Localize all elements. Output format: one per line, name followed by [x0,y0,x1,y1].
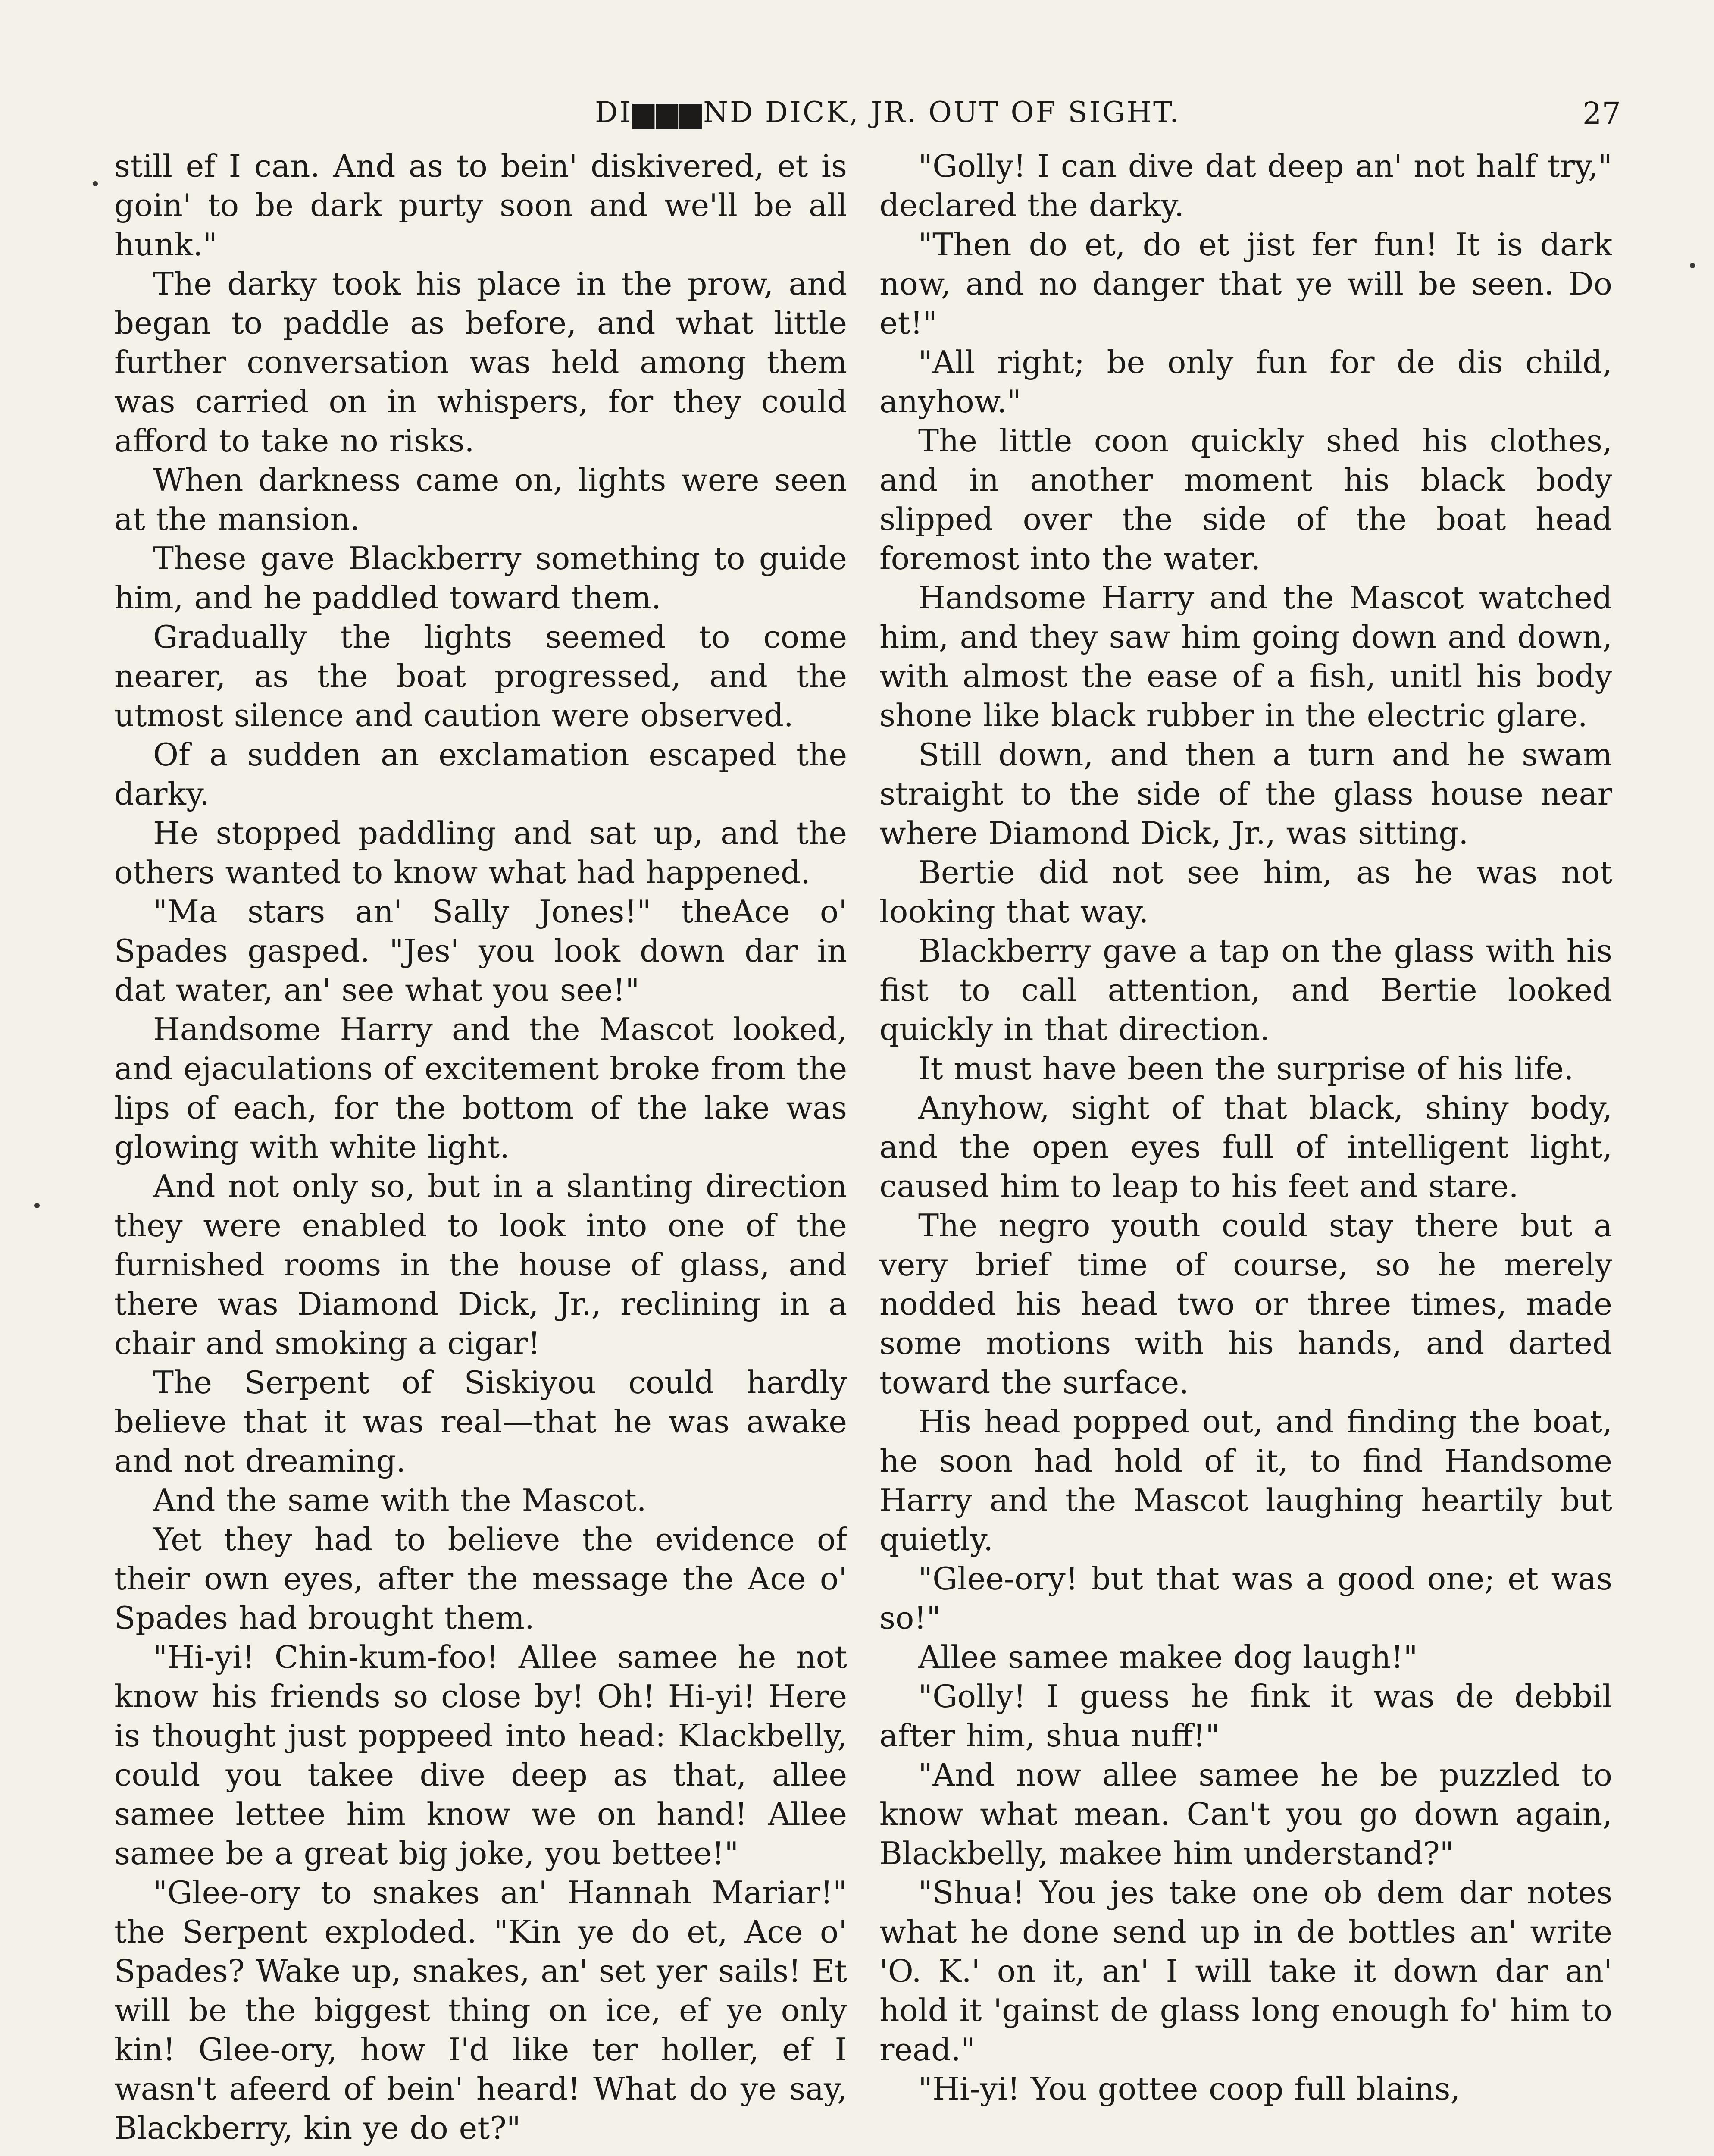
paragraph: Gradually the lights seemed to come nearer, as the boat progressed, and the utmost silence and caution were observed. [114,619,847,733]
paragraph: "Then do et, do et jist fer fun! It is dark now, and no danger that ye will be seen. Do et!" [879,226,1612,341]
paragraph: "Hi-yi! You gottee coop full blains, [918,2071,1461,2107]
paragraph: Handsome Harry and the Mascot watched him, and they saw him going down and down, with almost the ease of a fish, unitl his body shone like black rubber in the electric glare. [879,580,1612,733]
paragraph: "Glee-ory! but that was a good one; et was so!" [879,1561,1612,1636]
paragraph: The Serpent of Siskiyou could hardly believe that it was real—that he was awake and not dreaming. [114,1364,847,1479]
page-header [121,96,1621,143]
paragraph: His head popped out, and finding the boat, he soon had hold of it, to find Handsome Harry and the Mascot laughing heartily but quietly. [879,1404,1612,1557]
paragraph: It must have been the surprise of his life. [918,1050,1574,1087]
paragraph: These gave Blackberry something to guide him, and he paddled toward them. [114,540,847,616]
paragraph: "Shua! You jes take one ob dem dar notes what he done send up in de bottles an' write 'O. K.' on it, an' I will take it down dar an' hold it 'gainst de glass long enough fo' him to read." [879,1874,1612,2068]
paragraph: still ef I can. And as to bein' diskivered, et is goin' to be dark purty soon and we'll be all hunk." [114,148,847,263]
paragraph: The little coon quickly shed his clothes, and in another moment his black body slipped over the side of the boat head foremost into the water. [879,423,1612,577]
paragraph: Handsome Harry and the Mascot looked, and ejaculations of excitement broke from the lips of each, for the bottom of the lake was glowing with white light. [114,1011,847,1165]
paragraph: "Golly! I guess he fink it was de debbil after him, shua nuff!" [879,1678,1612,1754]
paragraph: "All right; be only fun for de dis child, anyhow." [879,344,1612,420]
paragraph: And the same with the Mascot. [153,1482,647,1518]
print-speck [93,181,98,186]
paragraph: The darky took his place in the prow, and began to paddle as before, and what little further conversation was held among them was carried on in whispers, for they could afford to take no risks. [114,266,847,459]
paragraph: Yet they had to believe the evidence of their own eyes, after the message the Ace o' Spades had brought them. [114,1521,847,1636]
paragraph: "Glee-ory to snakes an' Hannah Mariar!" the Serpent exploded. "Kin ye do et, Ace o' Spades? Wake up, snakes, an' set yer sails! Et will be the biggest thing on ice, ef ye only kin! Glee-ory, how I'd like ter holler, ef I wasn't afeerd of bein' heard! What do ye say, Blackberry, kin ye do et?" [114,1874,847,2146]
paragraph: The negro youth could stay there but a very brief time of course, so he merely nodded his head two or three times, made some motions with his hands, and darted toward the surface. [879,1207,1612,1401]
paragraph: "Ma stars an' Sally Jones!" theAce o' Spades gasped. "Jes' you look down dar in dat water, an' see what you see!" [114,893,847,1008]
paragraph: And not only so, but in a slanting direction they were enabled to look into one of the furnished rooms in the house of glass, and there was Diamond Dick, Jr., reclining in a chair and smoking a cigar! [114,1168,847,1361]
paragraph: He stopped paddling and sat up, and the others wanted to know what had happened. [114,815,847,890]
left-column [114,147,847,2156]
running-head: DI▆▆▆ND DICK, JR. OUT OF SIGHT. [595,96,1181,129]
paragraph: Still down, and then a turn and he swam straight to the side of the glass house near where Diamond Dick, Jr., was sitting. [879,736,1612,851]
paragraph: Anyhow, sight of that black, shiny body, and the open eyes full of intelligent light, caused him to leap to his feet and stare. [879,1090,1612,1204]
paragraph: Bertie did not see him, as he was not looking that way. [879,854,1612,930]
paragraph: "Golly! I can dive dat deep an' not half try," declared the darky. [879,148,1612,223]
paragraph: When darkness came on, lights were seen at the mansion. [114,462,847,537]
paragraph: Blackberry gave a tap on the glass with his fist to call attention, and Bertie looked quickly in that direction. [879,933,1612,1047]
print-speck [1690,263,1695,268]
paragraph: Of a sudden an exclamation escaped the darky. [114,736,847,812]
right-column [879,147,1612,2156]
paragraph: Allee samee makee dog laugh!" [918,1639,1418,1675]
print-speck [34,1203,40,1208]
paragraph: "Hi-yi! Chin-kum-foo! Allee samee he not know his friends so close by! Oh! Hi-yi! Here is thought just poppeed into head: Klackbelly, could you takee dive deep as that, allee samee lettee him know we on hand! Allee samee be a great big joke, you bettee!" [114,1639,847,1871]
page-number: 27 [1582,96,1621,131]
paragraph: "And now allee samee he be puzzled to know what mean. Can't you go down again, Blackbelly, makee him understand?" [879,1757,1612,1871]
